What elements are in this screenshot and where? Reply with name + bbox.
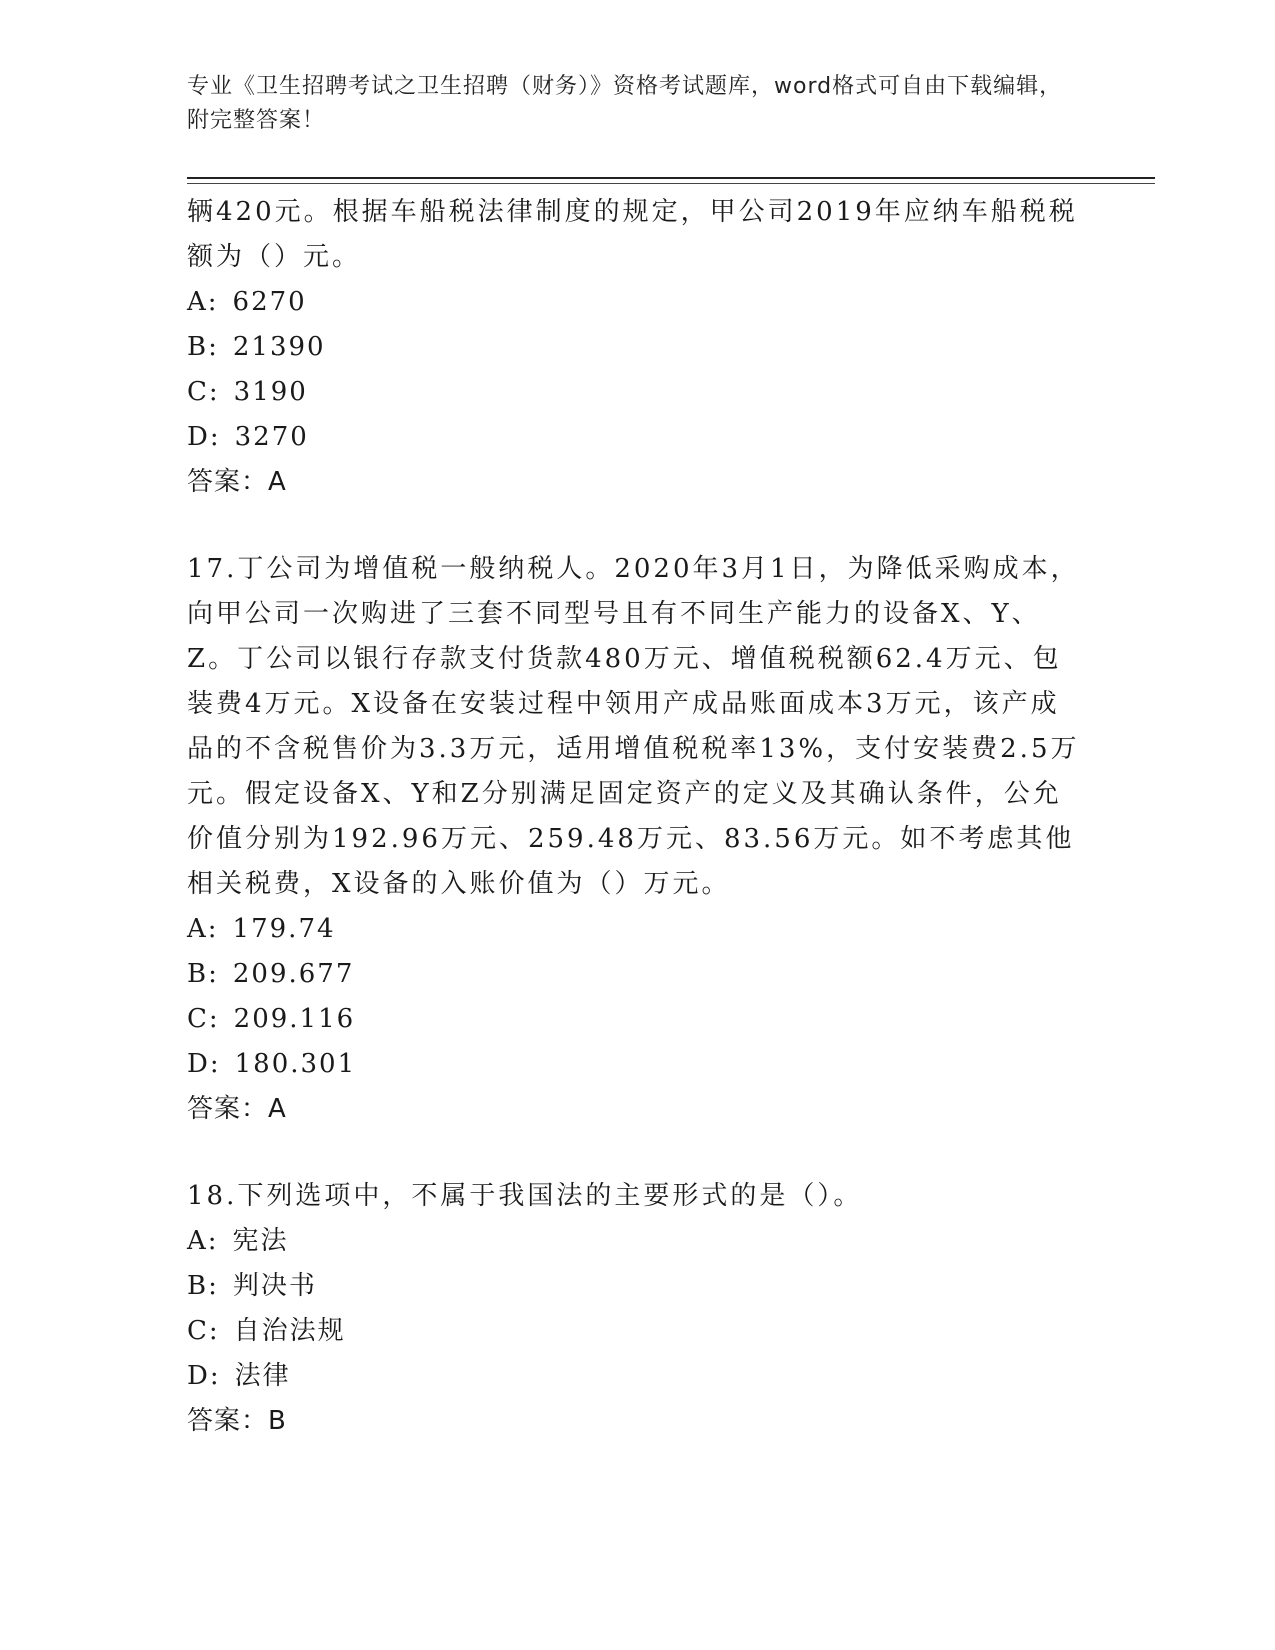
option-c: [187, 370, 1087, 415]
question-text: 17.丁公司为增值税一般纳税人。2020年3月1日，为降低采购成本，向甲公司一次购进了三套不同型号且有不同生产能力的设备X、Y、Z。丁公司以银行存款支付货款480万元、增值税税额62.4万元、包装费4万元。X设备在安装过程中领用产成品账面成本3万元，该产成品的不含税售价为3.3万元，适用增值税税率13%，支付安装费2.5万元。假定设备X、Y和Z分别满足固定资产的定义及其确认条件，公允价值分别为192.96万元、259.48万元、83.56万元。如不考虑其他相关税费，X设备的入账价值为（）万元。: [187, 554, 1080, 899]
question-text: 辆420元。根据车船税法律制度的规定，甲公司2019年应纳车船税税额为（）元。: [187, 197, 1078, 272]
option-key: A:: [187, 1226, 219, 1256]
option-d: [187, 415, 1087, 460]
option-key: A:: [187, 914, 219, 944]
option-key: B:: [187, 332, 219, 362]
option-text: 21390: [232, 332, 326, 362]
option-text: 法律: [234, 1361, 291, 1391]
question-17: [187, 547, 1087, 1132]
document-header: 专业《卫生招聘考试之卫生招聘（财务）》资格考试题库，word格式可自由下载编辑，附完整答案！: [187, 74, 1063, 133]
header-rule-thin: [187, 183, 1155, 184]
option-text: 180.301: [234, 1049, 357, 1079]
option-text: 209.116: [233, 1004, 356, 1034]
option-key: D:: [187, 1049, 221, 1079]
option-key: B:: [187, 1271, 219, 1301]
option-c: [187, 997, 1087, 1042]
option-text: 6270: [232, 287, 307, 317]
option-d: [187, 1042, 1087, 1087]
option-text: 宪法: [232, 1226, 289, 1256]
document-body: [187, 190, 1087, 1444]
option-b: [187, 325, 1087, 370]
option-d: [187, 1354, 1087, 1399]
option-a: [187, 1219, 1087, 1264]
option-key: D:: [187, 422, 221, 452]
option-key: B:: [187, 959, 219, 989]
option-b: [187, 1264, 1087, 1309]
question-18: [187, 1174, 1087, 1444]
option-key: C:: [187, 1004, 220, 1034]
option-key: A:: [187, 287, 219, 317]
option-text: 3190: [233, 377, 308, 407]
option-text: 判决书: [232, 1271, 317, 1301]
question-16-continuation: [187, 190, 1087, 505]
option-text: 209.677: [232, 959, 355, 989]
option-key: C:: [187, 1316, 220, 1346]
option-key: C:: [187, 377, 220, 407]
option-a: [187, 280, 1087, 325]
option-text: 179.74: [232, 914, 336, 944]
question-text: 18.下列选项中，不属于我国法的主要形式的是（）。: [187, 1181, 863, 1211]
option-a: [187, 907, 1087, 952]
answer-label: 答案：A: [187, 1094, 287, 1124]
option-key: D:: [187, 1361, 221, 1391]
option-b: [187, 952, 1087, 997]
option-c: [187, 1309, 1087, 1354]
answer-label: 答案：A: [187, 467, 287, 497]
option-text: 3270: [234, 422, 309, 452]
answer-label: 答案：B: [187, 1406, 287, 1436]
option-text: 自治法规: [233, 1316, 346, 1346]
header-rule-thick: [187, 177, 1155, 179]
